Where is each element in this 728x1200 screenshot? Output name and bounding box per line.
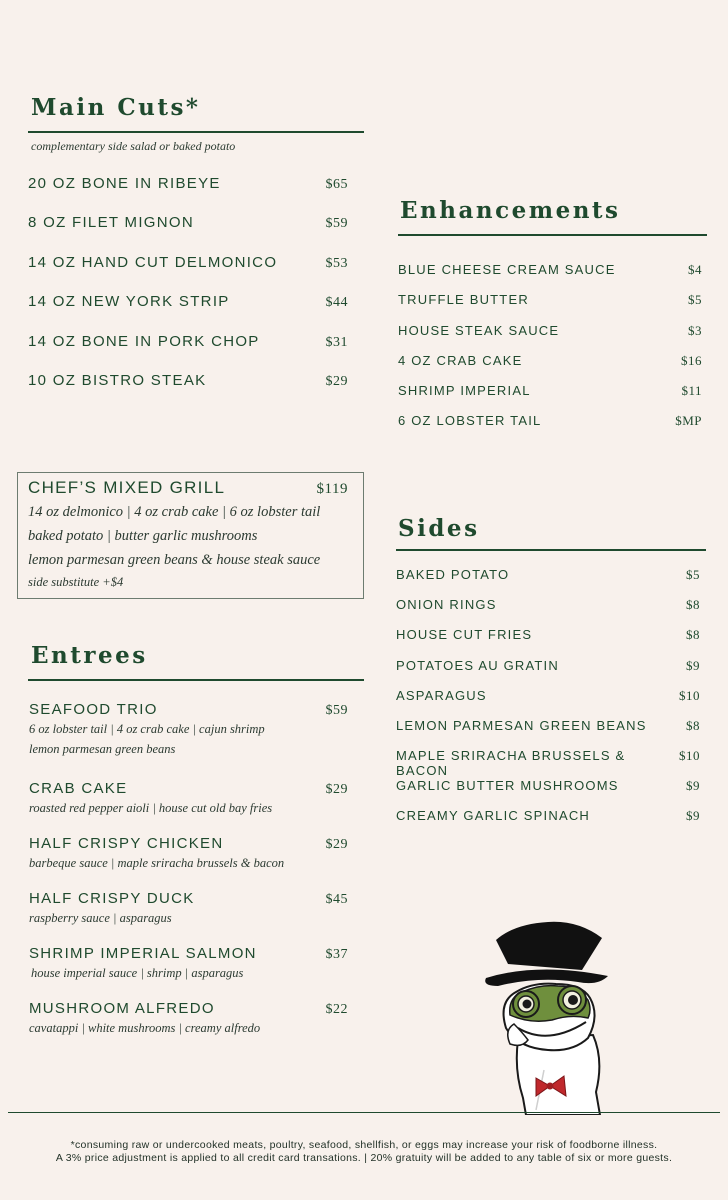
- item-description: barbeque sauce | maple sriracha brussels & bacon: [29, 856, 285, 870]
- item-price: $59: [325, 703, 348, 718]
- item-name: 10 OZ BISTRO STEAK: [28, 372, 207, 389]
- item-name: GARLIC BUTTER MUSHROOMS: [396, 778, 619, 793]
- item-name: SHRIMP IMPERIAL SALMON: [29, 945, 257, 962]
- item-price: $5: [688, 292, 702, 307]
- menu-item: [398, 353, 702, 369]
- frog-top-hat-icon: [478, 920, 613, 1115]
- menu-item: [28, 293, 348, 311]
- sides-title: Sides: [398, 515, 480, 542]
- item-price: $9: [686, 778, 700, 793]
- item-price: $31: [325, 335, 348, 350]
- item-price: $10: [679, 748, 700, 763]
- grill-desc-line: baked potato | butter garlic mushrooms: [28, 528, 258, 544]
- menu-item: [396, 627, 700, 643]
- menu-item: [396, 567, 700, 583]
- menu-item: [396, 778, 700, 794]
- item-name: CHEF’S MIXED GRILL: [28, 478, 226, 497]
- menu-item: [396, 808, 700, 824]
- item-name: 8 OZ FILET MIGNON: [28, 214, 195, 231]
- menu-item: [29, 701, 348, 719]
- entrees-title: Entrees: [31, 642, 148, 669]
- menu-item: [28, 333, 348, 351]
- item-price: $9: [686, 808, 700, 823]
- menu-item: [29, 890, 348, 908]
- item-name: ONION RINGS: [396, 597, 497, 612]
- desc-line: 6 oz lobster tail | 4 oz crab cake | cajun shrimp: [29, 722, 265, 736]
- item-name: 14 OZ NEW YORK STRIP: [28, 293, 230, 310]
- item-price: $5: [686, 567, 700, 582]
- item-name: HOUSE CUT FRIES: [396, 627, 533, 642]
- item-name: SHRIMP IMPERIAL: [398, 383, 531, 398]
- item-name: MUSHROOM ALFREDO: [29, 1000, 215, 1017]
- menu-item: [28, 254, 348, 272]
- menu-item: [28, 372, 348, 390]
- item-price: $11: [681, 383, 702, 398]
- item-description: roasted red pepper aioli | house cut old bay fries: [29, 801, 273, 815]
- item-name: CRAB CAKE: [29, 780, 128, 797]
- menu-item: [396, 718, 700, 734]
- item-price: $3: [688, 323, 702, 338]
- item-price: $16: [681, 353, 702, 368]
- item-price: $59: [325, 216, 348, 231]
- menu-item: [396, 658, 700, 674]
- item-price: $29: [325, 782, 348, 797]
- menu-item: [398, 413, 702, 429]
- item-name: 14 OZ HAND CUT DELMONICO: [28, 254, 278, 271]
- item-price: $37: [325, 947, 348, 962]
- item-price: $119: [316, 481, 348, 497]
- footer-disclaimer: [0, 1139, 728, 1165]
- item-price: $8: [686, 718, 700, 733]
- menu-item: [28, 214, 348, 232]
- menu-item: [396, 748, 700, 778]
- item-price: $4: [688, 262, 702, 277]
- item-name: ASPARAGUS: [396, 688, 487, 703]
- menu-item: [28, 175, 348, 193]
- menu-item: [398, 383, 702, 399]
- item-price: $10: [679, 688, 700, 703]
- menu-item: [398, 292, 702, 308]
- main-cuts-title: Main Cuts*: [31, 94, 201, 121]
- item-price: $29: [325, 837, 348, 852]
- item-name: 4 OZ CRAB CAKE: [398, 353, 523, 368]
- grill-desc-line: lemon parmesan green beans & house steak sauce: [28, 552, 321, 568]
- footer-line: A 3% price adjustment is applied to all credit card transations. | 20% gratuity will be added to any table of six or more guests.: [55, 1152, 673, 1164]
- menu-item: [398, 262, 702, 278]
- menu-item: [29, 780, 348, 798]
- item-name: BLUE CHEESE CREAM SAUCE: [398, 262, 616, 277]
- entrees-divider: [28, 679, 364, 681]
- item-price: $45: [325, 892, 348, 907]
- item-price: $53: [325, 256, 348, 271]
- footer-line: *consuming raw or undercooked meats, poultry, seafood, shellfish, or eggs may increase your risk of foodborne illness.: [70, 1139, 658, 1151]
- main-cuts-note: complementary side salad or baked potato: [31, 139, 236, 153]
- item-name: 20 OZ BONE IN RIBEYE: [28, 175, 221, 192]
- enhancements-divider: [398, 234, 707, 236]
- grill-side-note: side substitute +$4: [28, 575, 124, 589]
- item-name: BAKED POTATO: [396, 567, 510, 582]
- item-description: raspberry sauce | asparagus: [29, 911, 172, 925]
- item-price: $29: [325, 374, 348, 389]
- main-cuts-divider: [28, 131, 364, 133]
- menu-item: [29, 1000, 348, 1018]
- menu-item: [398, 323, 702, 339]
- item-price: $44: [325, 295, 348, 310]
- item-price: $9: [686, 658, 700, 673]
- item-name: SEAFOOD TRIO: [29, 701, 158, 718]
- chef-grill-header: [28, 478, 348, 498]
- menu-item: [396, 688, 700, 704]
- item-name: LEMON PARMESAN GREEN BEANS: [396, 718, 647, 733]
- item-description: cavatappi | white mushrooms | creamy alfredo: [29, 1021, 261, 1035]
- desc-line: lemon parmesan green beans: [29, 742, 176, 756]
- item-name: 6 OZ LOBSTER TAIL: [398, 413, 542, 428]
- item-price: $MP: [675, 413, 702, 428]
- item-price: $65: [325, 177, 348, 192]
- menu-item: [29, 945, 348, 963]
- enhancements-title: Enhancements: [400, 197, 621, 224]
- menu-item: [396, 597, 700, 613]
- menu-item: [29, 835, 348, 853]
- item-name: MAPLE SRIRACHA BRUSSELS & BACON: [396, 748, 626, 778]
- item-name: TRUFFLE BUTTER: [398, 292, 529, 307]
- item-description: [29, 719, 265, 759]
- item-name: HOUSE STEAK SAUCE: [398, 323, 560, 338]
- sides-divider: [396, 549, 706, 551]
- item-price: $8: [686, 597, 700, 612]
- item-description: house imperial sauce | shrimp | asparagus: [31, 966, 244, 980]
- item-name: POTATOES AU GRATIN: [396, 658, 559, 673]
- chef-grill-description: [28, 500, 320, 592]
- item-price: $8: [686, 627, 700, 642]
- grill-desc-line: 14 oz delmonico | 4 oz crab cake | 6 oz lobster tail: [28, 504, 321, 520]
- item-name: CREAMY GARLIC SPINACH: [396, 808, 590, 823]
- footer-divider: [8, 1112, 720, 1113]
- item-name: 14 OZ BONE IN PORK CHOP: [28, 333, 260, 350]
- item-name: HALF CRISPY CHICKEN: [29, 835, 224, 852]
- item-price: $22: [325, 1002, 348, 1017]
- item-name: HALF CRISPY DUCK: [29, 890, 195, 907]
